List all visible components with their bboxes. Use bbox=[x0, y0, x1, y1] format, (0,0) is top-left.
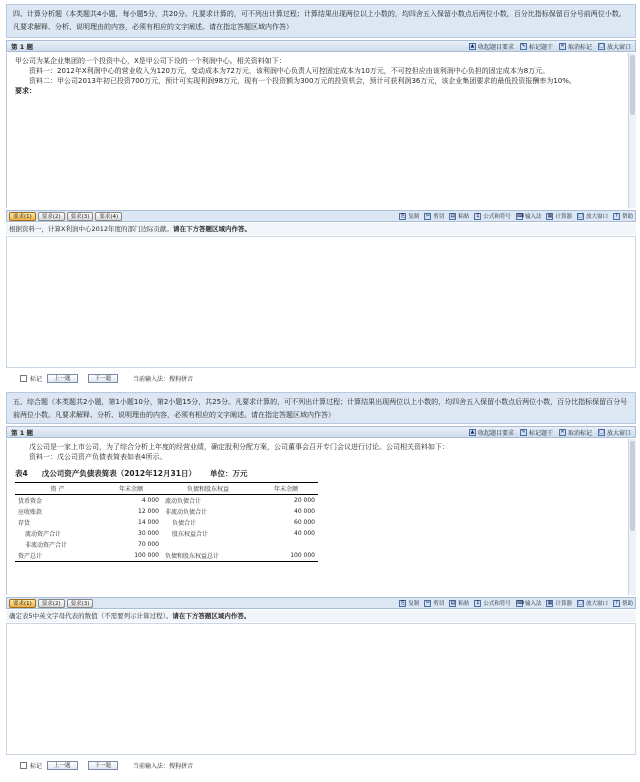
copy-button[interactable]: ⎘ 复制 bbox=[400, 212, 420, 220]
copy-button[interactable]: ⎘ 复制 bbox=[400, 599, 420, 607]
section4-footer bbox=[20, 374, 193, 383]
requirement-label: 要求： bbox=[15, 87, 36, 95]
section5-requirement-tabs bbox=[6, 597, 636, 609]
scrollbar-thumb[interactable] bbox=[630, 441, 635, 531]
balance-sheet-table bbox=[15, 482, 318, 562]
cut-button[interactable]: ✂ 剪切 bbox=[425, 212, 445, 220]
table-header-cell: 资 产 bbox=[15, 483, 100, 495]
table-cell: 40 000 bbox=[294, 508, 315, 515]
collapse-requirement-button[interactable]: ▲ 收起题目要求 bbox=[470, 428, 514, 437]
marker-icon: ✎ bbox=[521, 42, 526, 49]
tab-requirement-2[interactable]: 要求(2) bbox=[38, 599, 65, 608]
material-one: 资料一：2012年X利润中心的营业收入为120万元，变动成本为72万元，该利润中心负责人可控固定成本为10万元，不可控但应由该利润中心负担的固定成本为8万元。 bbox=[29, 67, 550, 75]
table-header-row bbox=[15, 483, 318, 495]
material-two: 资料二：甲公司2013年初已投资700万元，预计可实现利润98万元，现有一个投资额为300万元的投资机会，预计可获利润36万元，该企业集团要求的最低投资报酬率为10%。 bbox=[29, 77, 576, 85]
help-icon: ? bbox=[613, 213, 620, 220]
table-cell: 100 000 bbox=[100, 550, 162, 562]
table-cell: 非流动负债合计 bbox=[165, 509, 208, 516]
material-one: 资料一：戊公司资产负债表简表如表4所示。 bbox=[29, 453, 167, 461]
enlarge-answer-button[interactable]: □ 放大窗口 bbox=[578, 212, 608, 220]
table-cell: 12 000 bbox=[138, 508, 159, 515]
section5-header-text: 五、综合题（本类题共2小题，第1小题10分，第2小题15分，共25分。凡要求计算的，可不列出计算过程；计算结果出现两位以上小数的，均四舍五入保留小数点后两位小数，百分比指标保留百分号前两位小数。凡要求解释、分析、说明理由的内容，必须有相应的文字阐述。请在指定答题区域内作答） bbox=[13, 398, 628, 419]
table-cell: 货币资金 bbox=[18, 498, 43, 505]
table-cell: 股东权益合计 bbox=[172, 531, 209, 538]
table-title: 戊公司资产负债表简表（2012年12月31日） bbox=[41, 469, 196, 478]
unmark-button[interactable]: ✕ 取消标记 bbox=[560, 42, 592, 51]
prev-question-button[interactable]: 上一题 bbox=[47, 374, 78, 383]
table-row bbox=[15, 506, 318, 517]
question-scrollbar[interactable] bbox=[628, 439, 636, 595]
table-cell: 70 000 bbox=[138, 541, 159, 548]
table-cell: 流动资产合计 bbox=[25, 531, 62, 538]
prompt-text: 根据资料一，计算X利润中心2012年度的部门边际贡献。 bbox=[9, 225, 173, 233]
mark-label: 标记 bbox=[30, 376, 43, 383]
help-icon: ? bbox=[613, 600, 620, 607]
tab-requirement-2[interactable]: 要求(2) bbox=[38, 212, 65, 221]
tab-requirement-1[interactable]: 要求(1) bbox=[9, 212, 36, 221]
input-method-button[interactable]: ⌨ 输入法 bbox=[516, 599, 542, 607]
paste-icon: ▤ bbox=[450, 212, 456, 219]
prompt-instruction: 请在下方答题区域内作答。 bbox=[172, 612, 251, 620]
question-intro: 甲公司为某企业集团的一个投资中心，X是甲公司下设的一个利润中心。相关资料如下： bbox=[15, 57, 286, 65]
tab-requirement-1[interactable]: 要求(1) bbox=[9, 599, 36, 608]
enlarge-icon: □ bbox=[578, 599, 583, 606]
keyboard-icon: ⌨ bbox=[516, 599, 525, 606]
table-cell: 应收账款 bbox=[18, 509, 43, 516]
table-cell: 40 000 bbox=[294, 530, 315, 537]
question-title: 第 1 题 bbox=[11, 42, 34, 51]
table-header-cell: 负债和股东权益 bbox=[162, 483, 254, 495]
tab-requirement-4[interactable]: 要求(4) bbox=[95, 212, 122, 221]
prev-question-button[interactable]: 上一题 bbox=[47, 761, 78, 770]
enlarge-icon: □ bbox=[599, 42, 604, 49]
eraser-icon: ✕ bbox=[560, 428, 565, 435]
tab-requirement-3[interactable]: 要求(3) bbox=[67, 599, 94, 608]
question-text bbox=[7, 53, 635, 99]
table-cell: 4 000 bbox=[141, 497, 159, 504]
question-title: 第 1 题 bbox=[11, 428, 34, 437]
mark-stem-button[interactable]: ✎ 标记题干 bbox=[521, 428, 553, 437]
paste-button[interactable]: ▤ 粘贴 bbox=[450, 212, 470, 220]
section5-question-bar bbox=[6, 426, 636, 438]
sigma-icon: Σ bbox=[476, 212, 480, 219]
cut-button[interactable]: ✂ 剪切 bbox=[425, 599, 445, 607]
enlarge-window-button[interactable]: □ 放大窗口 bbox=[599, 42, 631, 51]
section4-header-text: 四、计算分析题（本类题共4小题，每小题5分，共20分。凡要求计算的，可不列出计算过程；计算结果出现两位以上小数的，均四舍五入保留小数点后两位小数，百分比指标保留百分号前两位小数。凡要求解释、分析、说明理由的内容，必须有相应的文字阐述。请在指定答题区域内作答） bbox=[13, 10, 626, 31]
table-cell: 负债和股东权益总计 bbox=[162, 550, 254, 562]
table-cell: 非流动资产合计 bbox=[25, 542, 68, 549]
enlarge-icon: □ bbox=[578, 212, 583, 219]
table-header-cell: 年末余额 bbox=[100, 483, 162, 495]
mark-checkbox[interactable] bbox=[20, 375, 27, 382]
section5-footer bbox=[20, 761, 193, 770]
calculator-icon: ▦ bbox=[547, 212, 553, 219]
sigma-icon: Σ bbox=[476, 599, 480, 606]
section4-question-bar bbox=[6, 40, 636, 52]
input-method-status: 当前输入法：搜狗拼音 bbox=[133, 376, 194, 383]
question-text bbox=[7, 439, 635, 465]
table-cell: 100 000 bbox=[254, 550, 318, 562]
table-row bbox=[15, 550, 318, 562]
collapse-icon: ▲ bbox=[470, 42, 475, 49]
table-unit: 单位：万元 bbox=[209, 469, 248, 478]
enlarge-answer-button[interactable]: □ 放大窗口 bbox=[578, 599, 608, 607]
help-button[interactable]: ? 帮助 bbox=[613, 212, 633, 220]
input-method-button[interactable]: ⌨ 输入法 bbox=[516, 212, 542, 220]
table-cell: 14 000 bbox=[138, 519, 159, 526]
question-intro: 戊公司是一家上市公司，为了综合分析上年度的经营业绩，确定股利分配方案，公司董事会召开专门会议进行讨论。公司相关资料如下： bbox=[29, 443, 449, 451]
eraser-icon: ✕ bbox=[560, 42, 565, 49]
section4-question-panel bbox=[6, 53, 636, 208]
section5-header bbox=[6, 392, 636, 424]
paste-button[interactable]: ▤ 粘贴 bbox=[450, 599, 470, 607]
keyboard-icon: ⌨ bbox=[516, 212, 525, 219]
mark-stem-button[interactable]: ✎ 标记题干 bbox=[521, 42, 553, 51]
answer-textarea[interactable] bbox=[6, 236, 636, 368]
next-question-button[interactable]: 下一题 bbox=[88, 374, 119, 383]
table-caption bbox=[15, 468, 627, 479]
section5-question-panel bbox=[6, 439, 636, 595]
answer-prompt bbox=[6, 610, 636, 622]
paste-icon: ▤ bbox=[450, 599, 456, 606]
section4-requirement-tabs bbox=[6, 210, 636, 222]
marker-icon: ✎ bbox=[521, 428, 526, 435]
answer-prompt bbox=[6, 223, 636, 235]
table-cell: 负债合计 bbox=[172, 520, 197, 527]
formula-button[interactable]: Σ 公式和符号 bbox=[476, 212, 511, 220]
calculator-button[interactable]: ▦ 计算器 bbox=[547, 212, 572, 220]
scrollbar-thumb[interactable] bbox=[630, 55, 635, 115]
table-row bbox=[15, 528, 318, 539]
calculator-button[interactable]: ▦ 计算器 bbox=[547, 599, 572, 607]
unmark-button[interactable]: ✕ 取消标记 bbox=[560, 428, 592, 437]
table-row bbox=[15, 539, 318, 550]
answer-textarea[interactable] bbox=[6, 623, 636, 755]
collapse-icon: ▲ bbox=[470, 428, 475, 435]
copy-icon: ⎘ bbox=[400, 599, 405, 606]
table-row bbox=[15, 517, 318, 528]
table-cell: 30 000 bbox=[138, 530, 159, 537]
table-row bbox=[15, 495, 318, 507]
enlarge-icon: □ bbox=[599, 428, 604, 435]
scissors-icon: ✂ bbox=[425, 212, 430, 219]
help-button[interactable]: ? 帮助 bbox=[613, 599, 633, 607]
mark-checkbox[interactable] bbox=[20, 762, 27, 769]
question-scrollbar[interactable] bbox=[628, 53, 636, 208]
tab-requirement-3[interactable]: 要求(3) bbox=[67, 212, 94, 221]
table-cell: 资产总计 bbox=[15, 550, 100, 562]
table-cell bbox=[162, 539, 254, 550]
enlarge-window-button[interactable]: □ 放大窗口 bbox=[599, 428, 631, 437]
table-cell: 20 000 bbox=[294, 497, 315, 504]
input-method-status: 当前输入法：搜狗拼音 bbox=[133, 763, 194, 770]
scissors-icon: ✂ bbox=[425, 599, 430, 606]
copy-icon: ⎘ bbox=[400, 212, 405, 219]
table-cell bbox=[254, 539, 318, 550]
table-cell: 流动负债合计 bbox=[165, 498, 202, 505]
prompt-text: 确定表5中英文字母代表的数值（不需要列示计算过程）。 bbox=[9, 612, 173, 620]
formula-button[interactable]: Σ 公式和符号 bbox=[476, 599, 511, 607]
collapse-requirement-button[interactable]: ▲ 收起题目要求 bbox=[470, 42, 514, 51]
prompt-instruction: 请在下方答题区域内作答。 bbox=[173, 225, 251, 233]
table-header-cell: 年末余额 bbox=[254, 483, 318, 495]
table-cell: 60 000 bbox=[294, 519, 315, 526]
next-question-button[interactable]: 下一题 bbox=[88, 761, 119, 770]
calculator-icon: ▦ bbox=[547, 599, 553, 606]
table-label: 表4 bbox=[15, 469, 28, 478]
section4-header bbox=[6, 4, 636, 38]
mark-label: 标记 bbox=[30, 763, 43, 770]
table-cell: 存货 bbox=[18, 520, 31, 527]
